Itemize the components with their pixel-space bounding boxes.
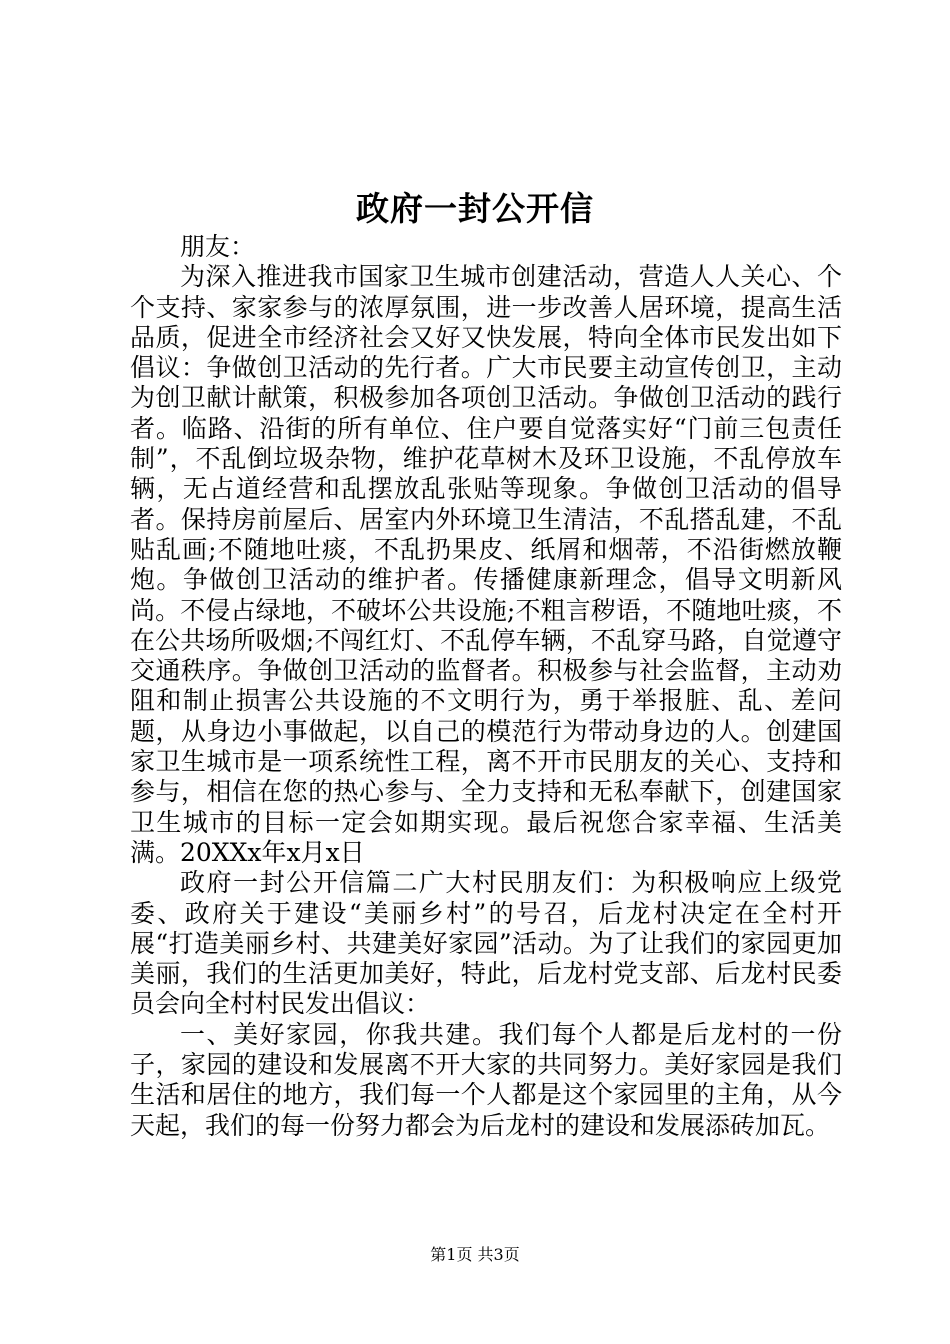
paragraph-3: 一、美好家园，你我共建。我们每个人都是后龙村的一份子，家园的建设和发展离不开大家的共同努力。美好家园是我们生活和居住的地方，我们每一个人都是这个家园里的主角，从今天起，我们的每一份努力都会为后龙村的建设和发展添砖加瓦。 [130,1019,842,1140]
document-body [130,232,842,1141]
paragraph-1: 为深入推进我市国家卫生城市创建活动，营造人人关心、个个支持、家家参与的浓厚氛围，进一步改善人居环境，提高生活品质，促进全市经济社会又好又快发展，特向全体市民发出如下倡议：争做创卫活动的先行者。广大市民要主动宣传创卫，主动为创卫献计献策，积极参加各项创卫活动。争做创卫活动的践行者。临路、沿街的所有单位、住户要自觉落实好“门前三包责任制”，不乱倒垃圾杂物，维护花草树木及环卫设施，不乱停放车辆，无占道经营和乱摆放乱张贴等现象。争做创卫活动的倡导者。保持房前屋后、居室内外环境卫生清洁，不乱搭乱建，不乱贴乱画;不随地吐痰，不乱扔果皮、纸屑和烟蒂，不沿街燃放鞭炮。争做创卫活动的维护者。传播健康新理念，倡导文明新风尚。不侵占绿地，不破坏公共设施;不粗言秽语，不随地吐痰，不在公共场所吸烟;不闯红灯、不乱停车辆，不乱穿马路，自觉遵守交通秩序。争做创卫活动的监督者。积极参与社会监督，主动劝阻和制止损害公共设施的不文明行为，勇于举报脏、乱、差问题，从身边小事做起，以自己的模范行为带动身边的人。创建国家卫生城市是一项系统性工程，离不开市民朋友的关心、支持和参与，相信在您的热心参与、全力支持和无私奉献下，创建国家卫生城市的目标一定会如期实现。最后祝您合家幸福、生活美满。20XXx年x月x日 [130,262,842,867]
paragraph-2: 政府一封公开信篇二广大村民朋友们：为积极响应上级党委、政府关于建设“美丽乡村”的号召，后龙村决定在全村开展“打造美丽乡村、共建美好家园”活动。为了让我们的家园更加美丽，我们的生活更加美好，特此，后龙村党支部、后龙村民委员会向全村村民发出倡议： [130,868,842,1019]
page-number-footer: 第1页 共3页 [430,1245,520,1264]
document-title: 政府一封公开信 [356,189,594,228]
salutation: 朋友： [180,232,256,261]
